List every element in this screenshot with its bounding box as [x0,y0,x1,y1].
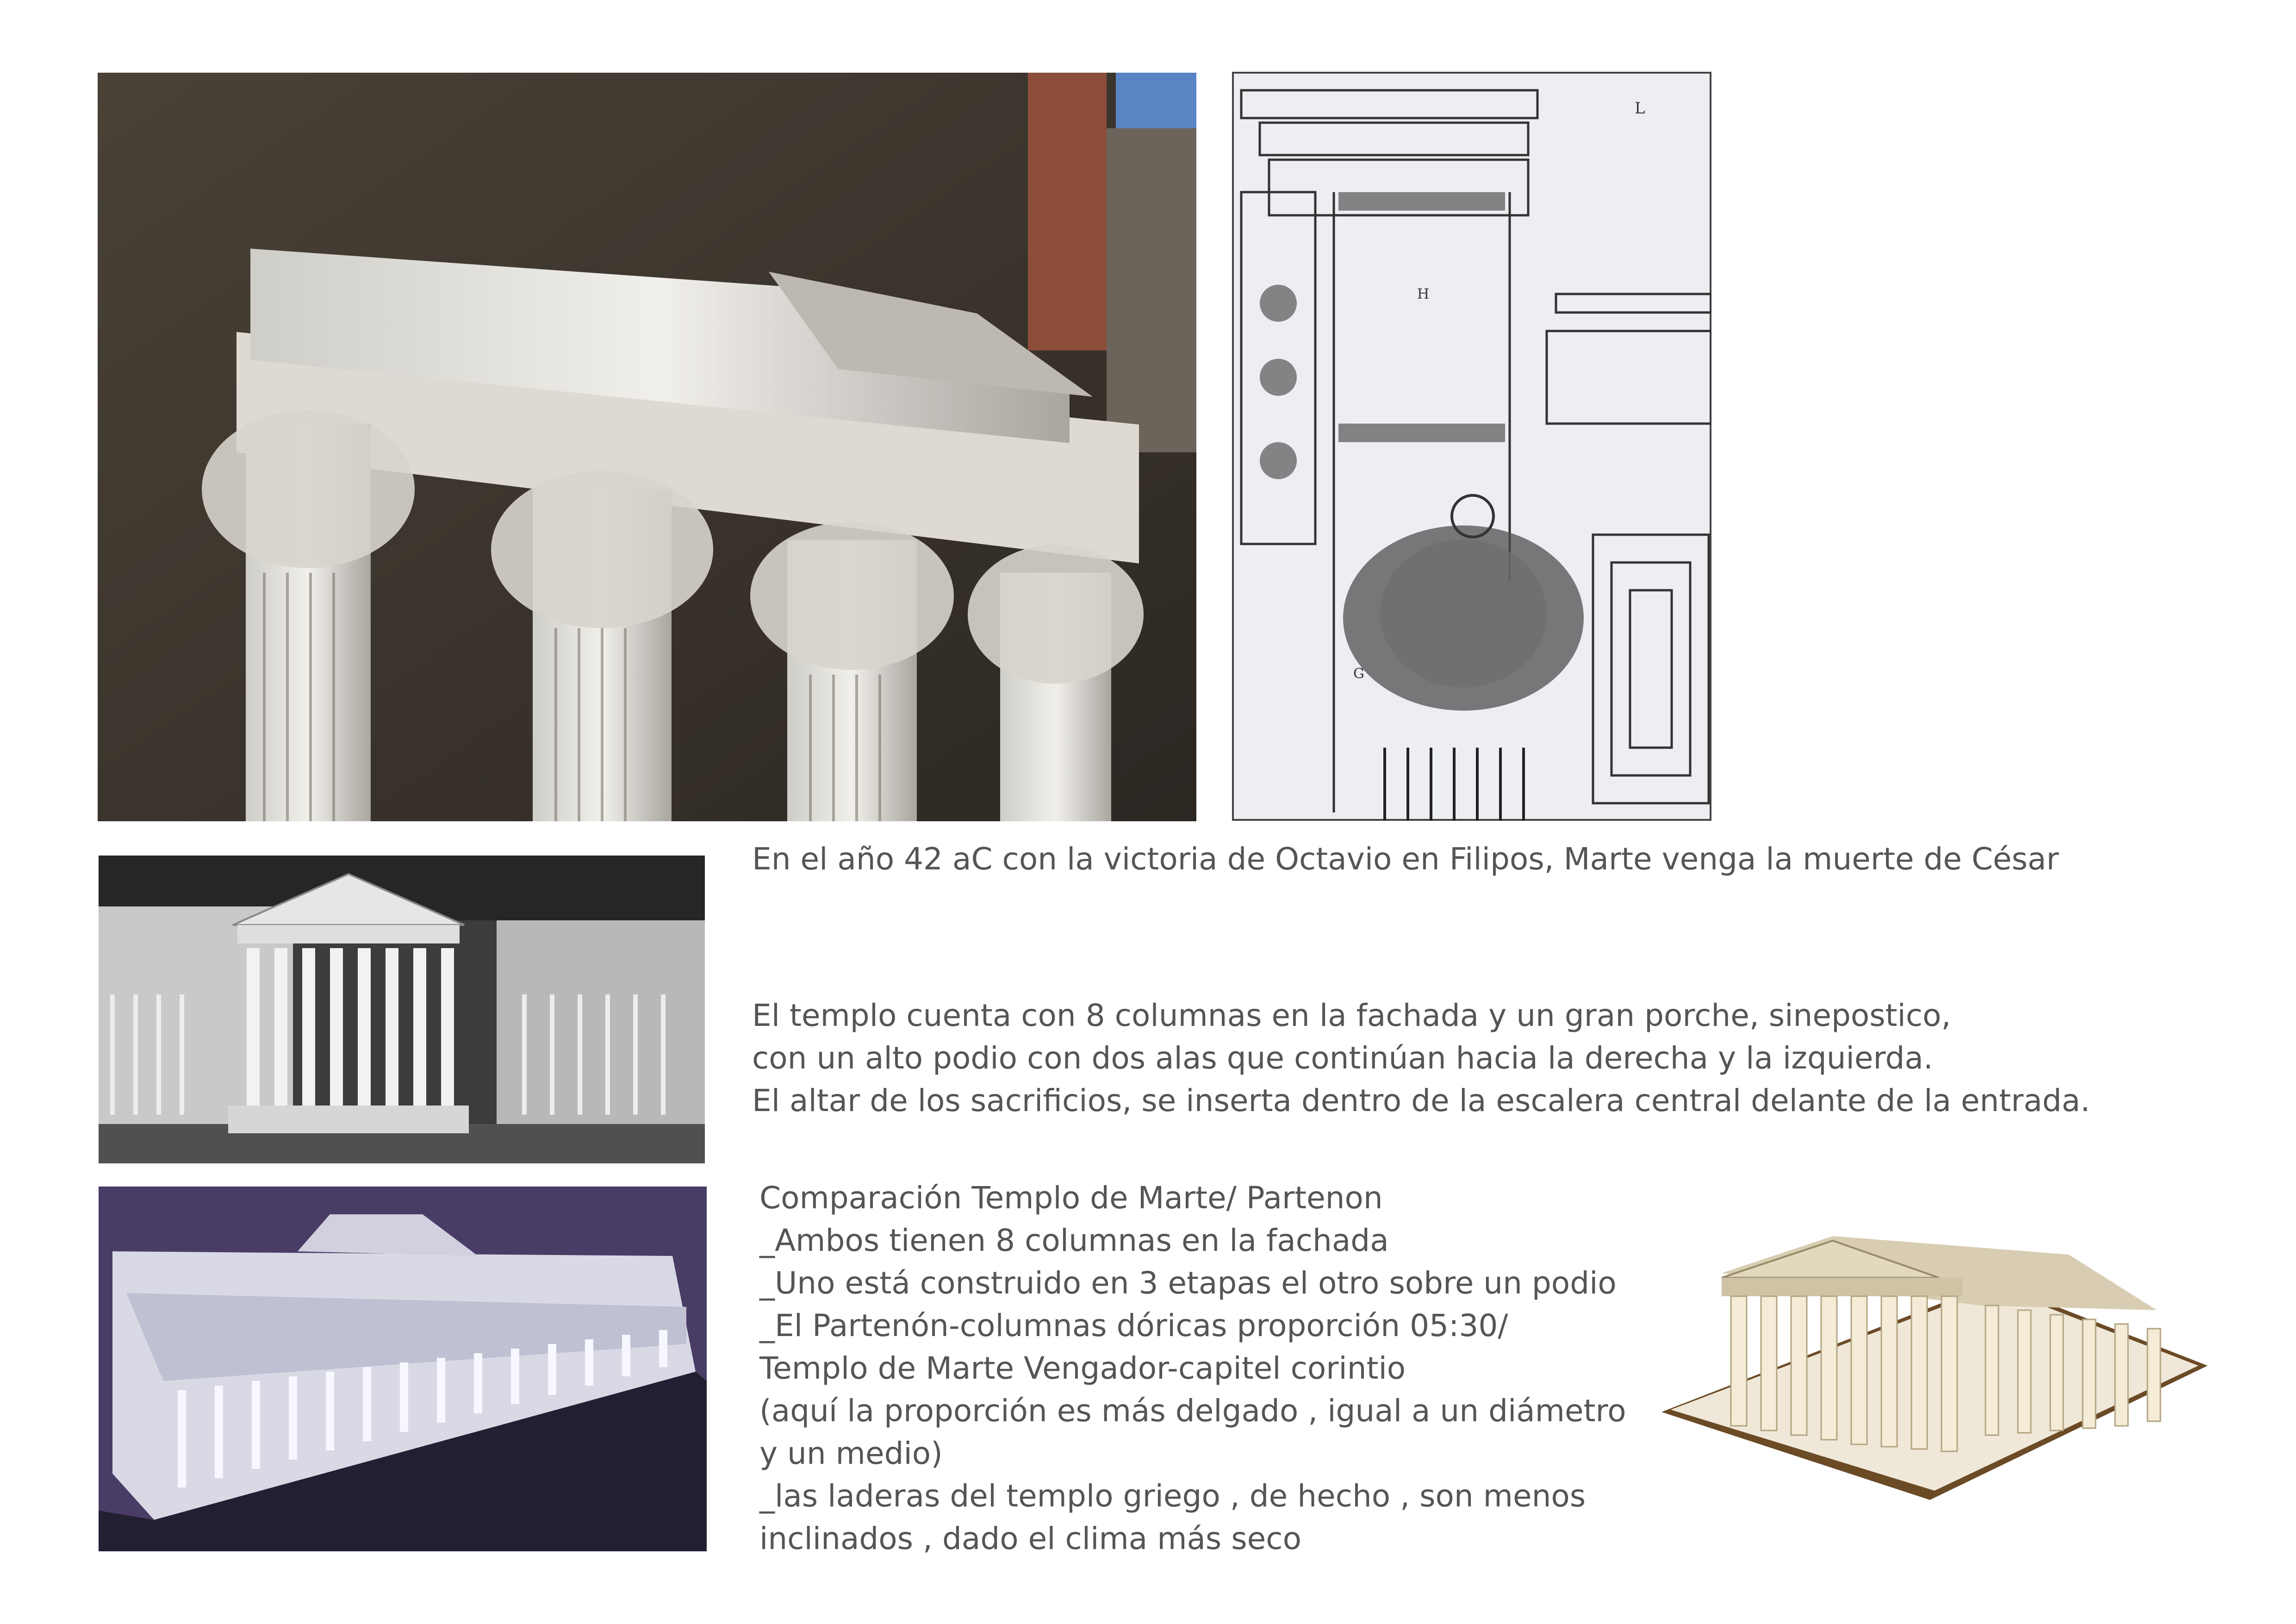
photo-forum-model [99,856,705,1163]
description-line-2: con un alto podio con dos alas que continúan hacia la derecha y la izquierda. [752,1040,1933,1076]
drawing-corinthian-order [1232,72,1711,821]
comparison-line-4: _El Partenón-columnas dóricas proporción 05:30/ [759,1308,1508,1343]
comparison-line-8: _las laderas del templo griego , de hecho , son menos [759,1478,1586,1514]
drawing-label-l: L [1635,99,1645,118]
comparison-line-9: inclinados , dado el clima más seco [759,1521,1301,1556]
description-line-1: El templo cuenta con 8 columnas en la fachada y un gran porche, sinepostico, [752,998,1951,1033]
photo-temple-ruins [98,73,1196,821]
drawing-label-h: H [1417,286,1430,302]
temple-description [752,994,2090,1122]
photo-parthenon-model [1661,1227,2208,1500]
comparison-line-3: _Uno está construido en 3 etapas el otro sobre un podio [759,1265,1617,1301]
comparison-block [759,1177,1626,1560]
comparison-line-5: Templo de Marte Vengador-capitel corintio [759,1350,1406,1386]
comparison-line-1: Comparación Templo de Marte/ Partenon [759,1180,1383,1216]
comparison-line-7: y un medio) [759,1436,943,1471]
comparison-line-6: (aquí la proporción es más delgado , igual a un diámetro [759,1393,1626,1429]
drawing-label-g: G [1353,666,1364,682]
photo-colonnade-model [99,1187,707,1551]
caption-victory-text: En el año 42 aC con la victoria de Octavio en Filipos, Marte venga la muerte de César [752,841,2059,877]
description-line-3: El altar de los sacrificios, se inserta dentro de la escalera central delante de la entrada. [752,1083,2091,1118]
caption-victory [752,838,2059,881]
comparison-line-2: _Ambos tienen 8 columnas en la fachada [759,1223,1389,1258]
